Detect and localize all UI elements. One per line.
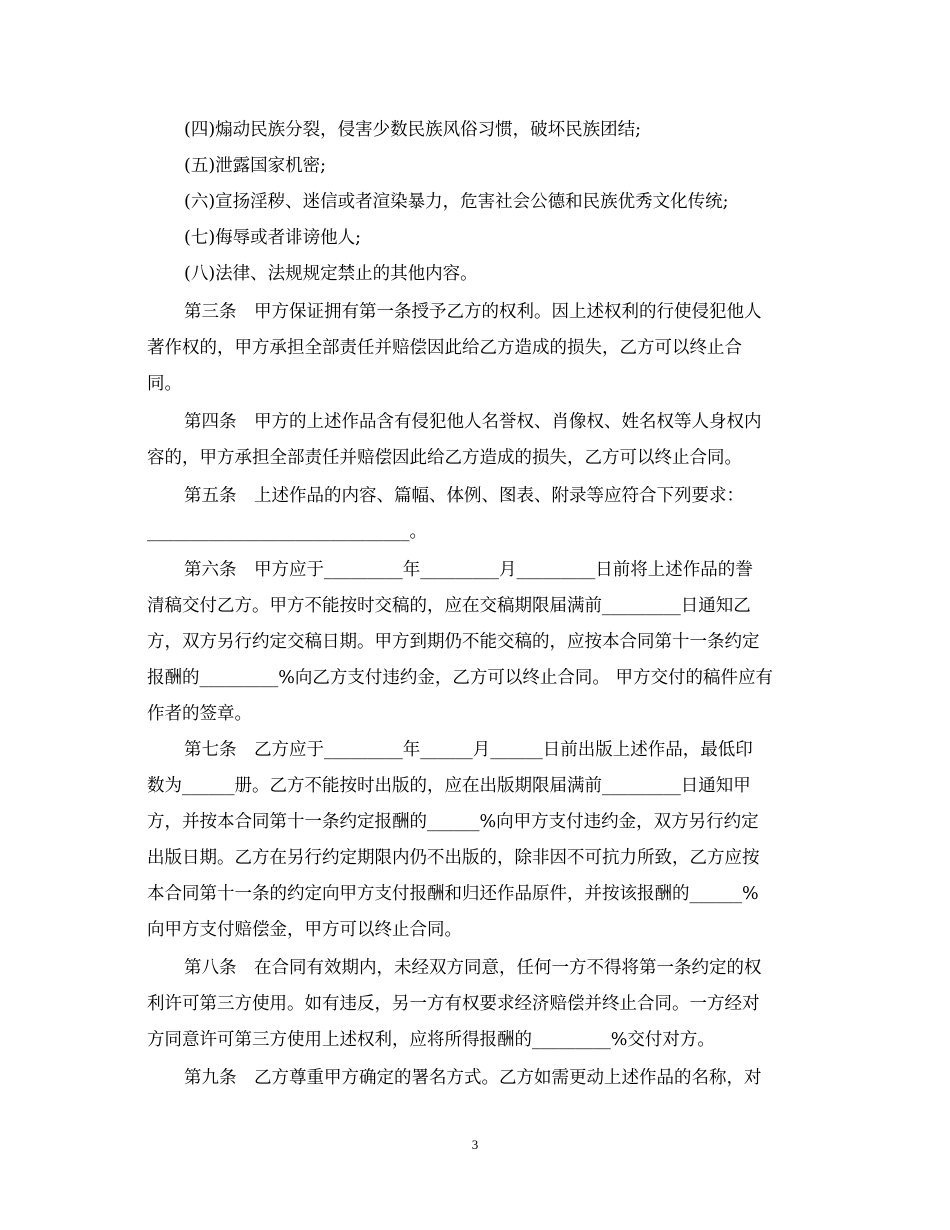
text-line: 第九条 乙方尊重甲方确定的署名方式。乙方如需更动上述作品的名称，对 (184, 1068, 762, 1088)
text-line: 第八条 在合同有效期内，未经双方同意，任何一方不得将第一条约定的权 (184, 958, 762, 978)
text-line: 向甲方支付赔偿金，甲方可以终止合同。 (147, 920, 462, 940)
text-line: 方，双方另行约定交稿日期。甲方到期仍不能交稿的，应按本合同第十一条约定 (147, 632, 760, 652)
text-line: 第七条 乙方应于_________年______月______日前出版上述作品，最低印 (184, 740, 753, 760)
text-line: (七)侮辱或者诽谤他人; (184, 228, 362, 248)
text-line: 作者的签章。 (147, 704, 252, 724)
text-line: 报酬的_________%向乙方支付违约金，乙方可以终止合同。 甲方交付的稿件应有 (147, 668, 773, 688)
text-line: 清稿交付乙方。甲方不能按时交稿的，应在交稿期限届满前_________日通知乙 (147, 596, 751, 616)
text-line: 本合同第十一条的约定向甲方支付报酬和归还作品原件，并按该报酬的______% (147, 884, 759, 904)
text-line: 方同意许可第三方使用上述权利，应将所得报酬的_________%交付对方。 (147, 1030, 715, 1050)
page-number: 3 (471, 1137, 479, 1152)
text-line: (五)泄露国家机密; (184, 156, 327, 176)
text-line: 第四条 甲方的上述作品含有侵犯他人名誉权、肖像权、姓名权等人身权内 (184, 412, 762, 432)
text-line: 著作权的，甲方承担全部责任并赔偿因此给乙方造成的损失，乙方可以终止合 (147, 338, 742, 358)
text-line: 利许可第三方使用。如有违反，另一方有权要求经济赔偿并终止合同。一方经对 (147, 994, 760, 1014)
text-line: (四)煽动民族分裂，侵害少数民族风俗习惯，破坏民族团结; (184, 120, 642, 140)
text-line: (六)宣扬淫秽、迷信或者渲染暴力，危害社会公德和民族优秀文化传统; (184, 192, 729, 212)
text-line: ______________________________。 (147, 522, 427, 542)
text-line: 第六条 甲方应于_________年_________月_________日前将上述作品的誊 (184, 560, 753, 580)
text-line: 数为______册。乙方不能按时出版的，应在出版期限届满前_________日通知甲 (147, 776, 751, 796)
text-line: 第五条 上述作品的内容、篇幅、体例、图表、附录等应符合下列要求： (184, 486, 744, 506)
text-line: 容的，甲方承担全部责任并赔偿因此给乙方造成的损失，乙方可以终止合同。 (147, 448, 742, 468)
text-line: (八)法律、法规规定禁止的其他内容。 (184, 264, 478, 284)
text-line: 方，并按本合同第十一条约定报酬的______%向甲方支付违约金，双方另行约定 (147, 812, 759, 832)
text-line: 出版日期。乙方在另行约定期限内仍不出版的，除非因不可抗力所致，乙方应按 (147, 848, 760, 868)
text-line: 同。 (147, 374, 182, 394)
text-line: 第三条 甲方保证拥有第一条授予乙方的权利。因上述权利的行使侵犯他人 (184, 302, 762, 322)
